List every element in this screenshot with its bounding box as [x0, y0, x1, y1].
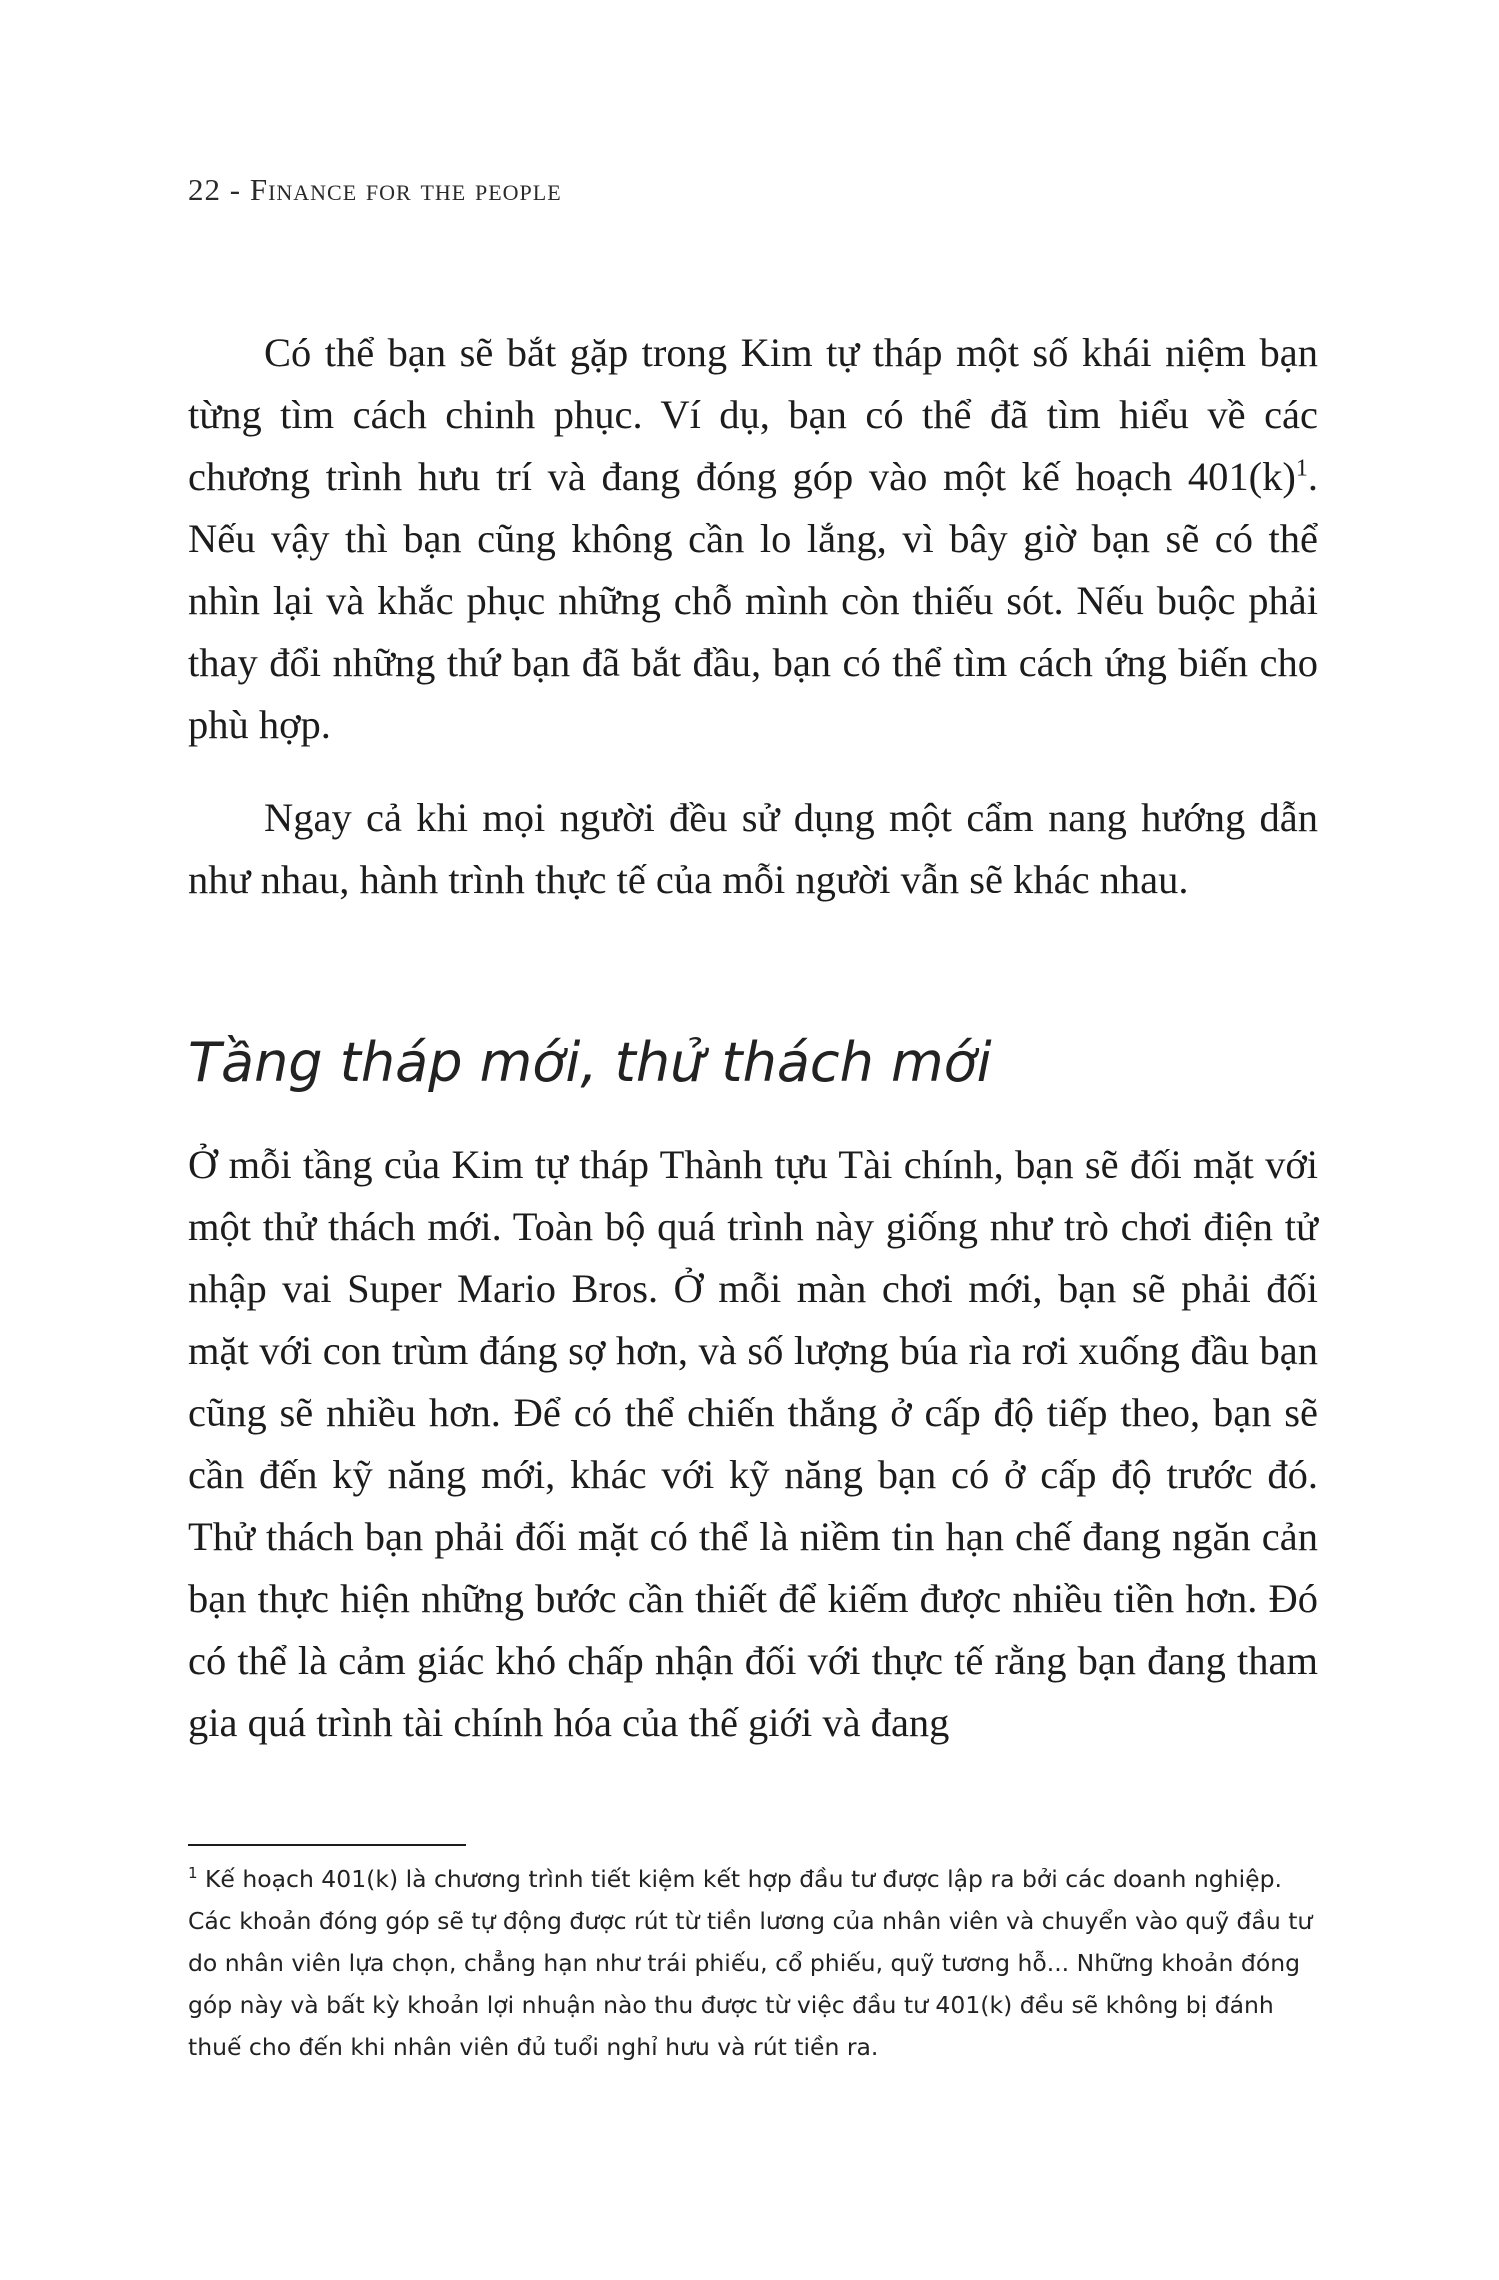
book-title: Finance for the people: [249, 172, 562, 207]
footnote-divider: [188, 1844, 466, 1846]
footnote-reference[interactable]: 1: [1295, 455, 1308, 482]
paragraph-new-challenge: Ở mỗi tầng của Kim tự tháp Thành tựu Tài chính, bạn sẽ đối mặt với một thử thách mới. Toàn bộ quá trình này giống như trò chơi điện tử nhập vai Super Mario Bros. Ở mỗi màn chơi mới, bạn sẽ phải đối mặt với con trùm đáng sợ hơn, và số lượng búa rìa rơi xuống đầu bạn cũng sẽ nhiều hơn. Để có thể chiến thắng ở cấp độ tiếp theo, bạn sẽ cần đến kỹ năng mới, khác với kỹ năng bạn có ở cấp độ trước đó. Thử thách bạn phải đối mặt có thể là niềm tin hạn chế đang ngăn cản bạn thực hiện những bước cần thiết để kiếm được nhiều tiền hơn. Đó có thể là cảm giác khó chấp nhận đối với thực tế rằng bạn đang tham gia quá trình tài chính hóa của thế giới và đang: [188, 1142, 1318, 1745]
footnote-mark: 1: [188, 1864, 198, 1883]
footnote: [188, 1858, 1318, 2068]
footnote-text: Kế hoạch 401(k) là chương trình tiết kiệm kết hợp đầu tư được lập ra bởi các doanh nghiệp. Các khoản đóng góp sẽ tự động được rút từ tiền lương của nhân viên và chuyển vào quỹ đầu tư do nhân viên lựa chọn, chẳng hạn như trái phiếu, cổ phiếu, quỹ tương hỗ... Những khoản đóng góp này và bất kỳ khoản lợi nhuận nào thu được từ việc đầu tư 401(k) đều sẽ không bị đánh thuế cho đến khi nhân viên đủ tuổi nghỉ hưu và rút tiền ra.: [188, 1865, 1313, 2061]
section-heading: Tầng tháp mới, thử thách mới: [188, 1031, 992, 1094]
page-number: 22 -: [188, 172, 242, 207]
paragraph-same-handbook: Ngay cả khi mọi người đều sử dụng một cẩm nang hướng dẫn như nhau, hành trình thực tế của mỗi người vẫn sẽ khác nhau.: [188, 795, 1318, 902]
paragraph-text: Có thể bạn sẽ bắt gặp trong Kim tự tháp một số khái niệm bạn từng tìm cách chinh phục. Ví dụ, bạn có thể đã tìm hiểu về các chương trình hưu trí và đang đóng góp vào một kế hoạch 401(k): [188, 330, 1318, 499]
running-header: [188, 172, 562, 208]
paragraph-text-continued: . Nếu vậy thì bạn cũng không cần lo lắng, vì bây giờ bạn sẽ có thể nhìn lại và khắc phục những chỗ mình còn thiếu sót. Nếu buộc phải thay đổi những thứ bạn đã bắt đầu, bạn có thể tìm cách ứng biến cho phù hợp.: [188, 454, 1318, 747]
paragraph-retirement-plans: [188, 322, 1318, 756]
